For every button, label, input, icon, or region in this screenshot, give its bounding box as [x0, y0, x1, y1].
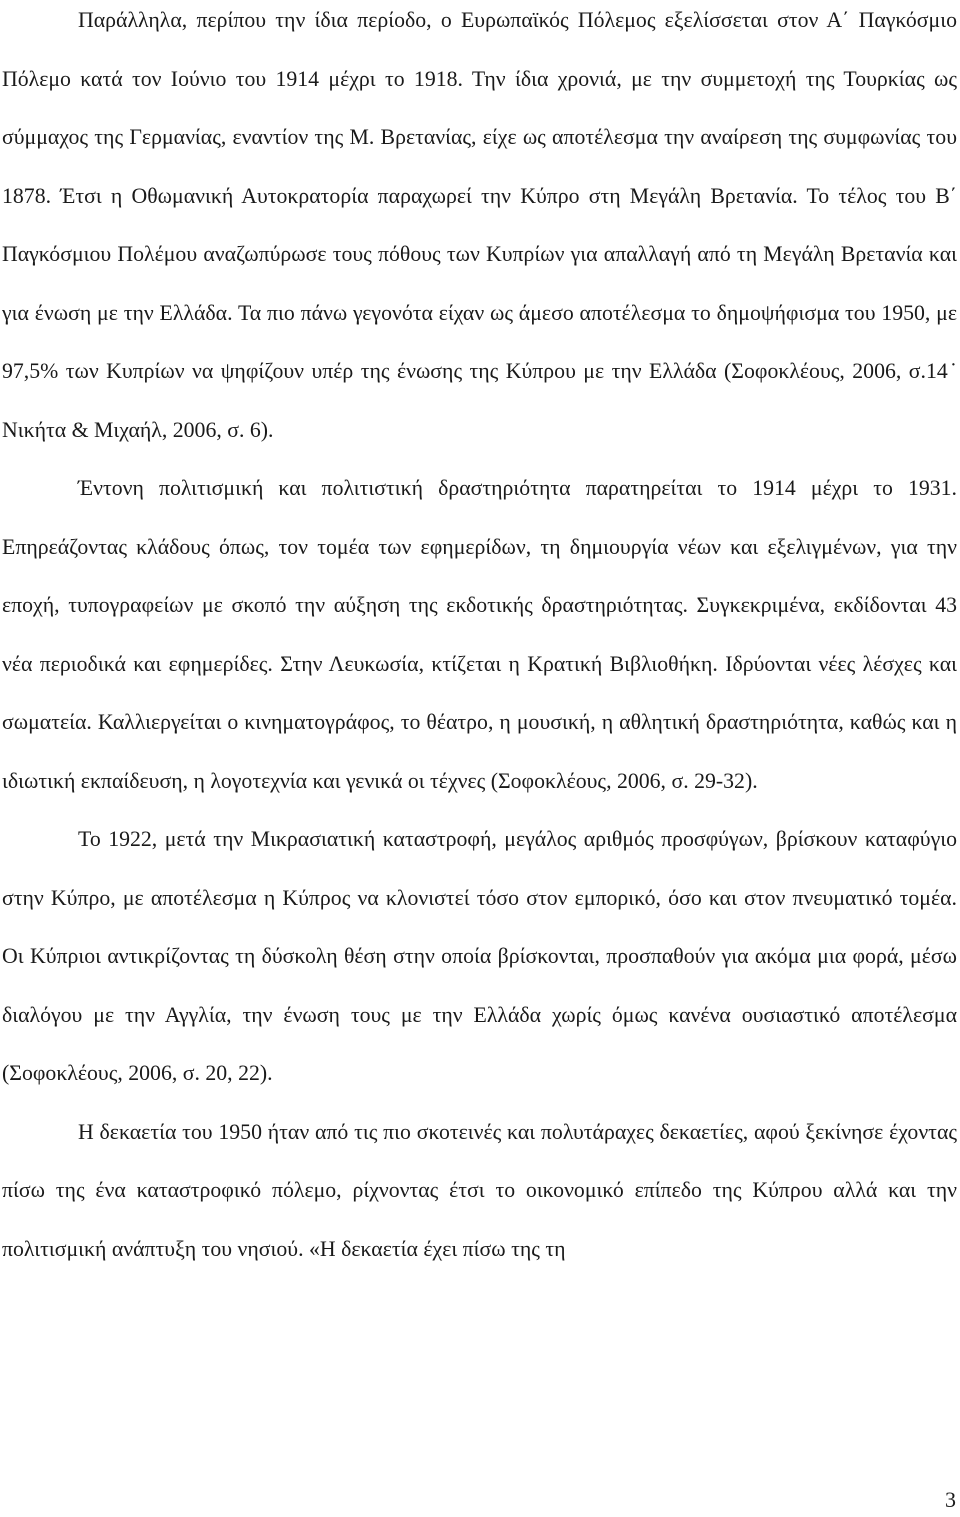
paragraph-ww1-cyprus: Παράλληλα, περίπου την ίδια περίοδο, ο Ευρωπαϊκός Πόλεμος εξελίσσεται στον Α΄ Παγκόσμιο Πόλεμο κατά τον Ιούνιο του 1914 μέχρι το 1918. Την ίδια χρονιά, με την συμμετοχή της Τουρκίας ως σύμμαχος της Γερμανίας, εναντίον της Μ. Βρετανίας, είχε ως αποτέλεσμα την αναίρεση της συμφωνίας του 1878. Έτσι η Οθωμανική Αυτοκρατορία παραχωρεί την Κύπρο στη Μεγάλη Βρετανία. Το τέλος του Β΄ Παγκόσμιου Πολέμου αναζωπύρωσε τους πόθους των Κυπρίων για απαλλαγή από τη Μεγάλη Βρετανία και για ένωση με την Ελλάδα. Τα πιο πάνω γεγονότα είχαν ως άμεσο αποτέλεσμα το δημοψήφισμα του 1950, με 97,5% των Κυπρίων να ψηφίζουν υπέρ της ένωσης της Κύπρου με την Ελλάδα (Σοφοκλέους, 2006, σ.14˙ Νικήτα & Μιχαήλ, 2006, σ. 6). — [2, 8, 957, 442]
paragraph-cultural-activity: Έντονη πολιτισμική και πολιτιστική δραστηριότητα παρατηρείται το 1914 μέχρι το 1931. Επηρεάζοντας κλάδους όπως, τον τομέα των εφημερίδων, τη δημιουργία νέων και εξελιγμένων, για την εποχή, τυπογραφείων με σκοπό την αύξηση της εκδοτικής δραστηριότητας. Συγκεκριμένα, εκδίδονται 43 νέα περιοδικά και εφημερίδες. Στην Λευκωσία, κτίζεται η Κρατική Βιβλιοθήκη. Ιδρύονται νέες λέσχες και σωματεία. Καλλιεργείται ο κινηματογράφος, το θέατρο, η μουσική, η αθλητική δραστηριότητα, καθώς και η ιδιωτική εκπαίδευση, η λογοτεχνία και γενικά οι τέχνες (Σοφοκλέους, 2006, σ. 29-32). — [2, 476, 957, 793]
paragraph-1922-refugees: Το 1922, μετά την Μικρασιατική καταστροφή, μεγάλος αριθμός προσφύγων, βρίσκουν καταφύγιο στην Κύπρο, με αποτέλεσμα η Κύπρος να κλονιστεί τόσο στον εμπορικό, όσο και στον πνευματικό τομέα. Οι Κύπριοι αντικρίζοντας τη δύσκολη θέση στην οποία βρίσκονται, προσπαθούν για ακόμα μια φορά, μέσω διαλόγου με την Αγγλία, την ένωση τους με την Ελλάδα χωρίς όμως κανένα ουσιαστικό αποτέλεσμα (Σοφοκλέους, 2006, σ. 20, 22). — [2, 827, 957, 1085]
page-number: 3 — [945, 1487, 956, 1512]
body-text — [2, 0, 957, 1278]
paragraph-1950s-decade: Η δεκαετία του 1950 ήταν από τις πιο σκοτεινές και πολυτάραχες δεκαετίες, αφού ξεκίνησε έχοντας πίσω της ένα καταστροφικό πόλεμο, ρίχνοντας έτσι το οικονομικό επίπεδο της Κύπρου αλλά και την πολιτισμική ανάπτυξη του νησιού. «Η δεκαετία έχει πίσω της τη — [2, 1119, 957, 1261]
